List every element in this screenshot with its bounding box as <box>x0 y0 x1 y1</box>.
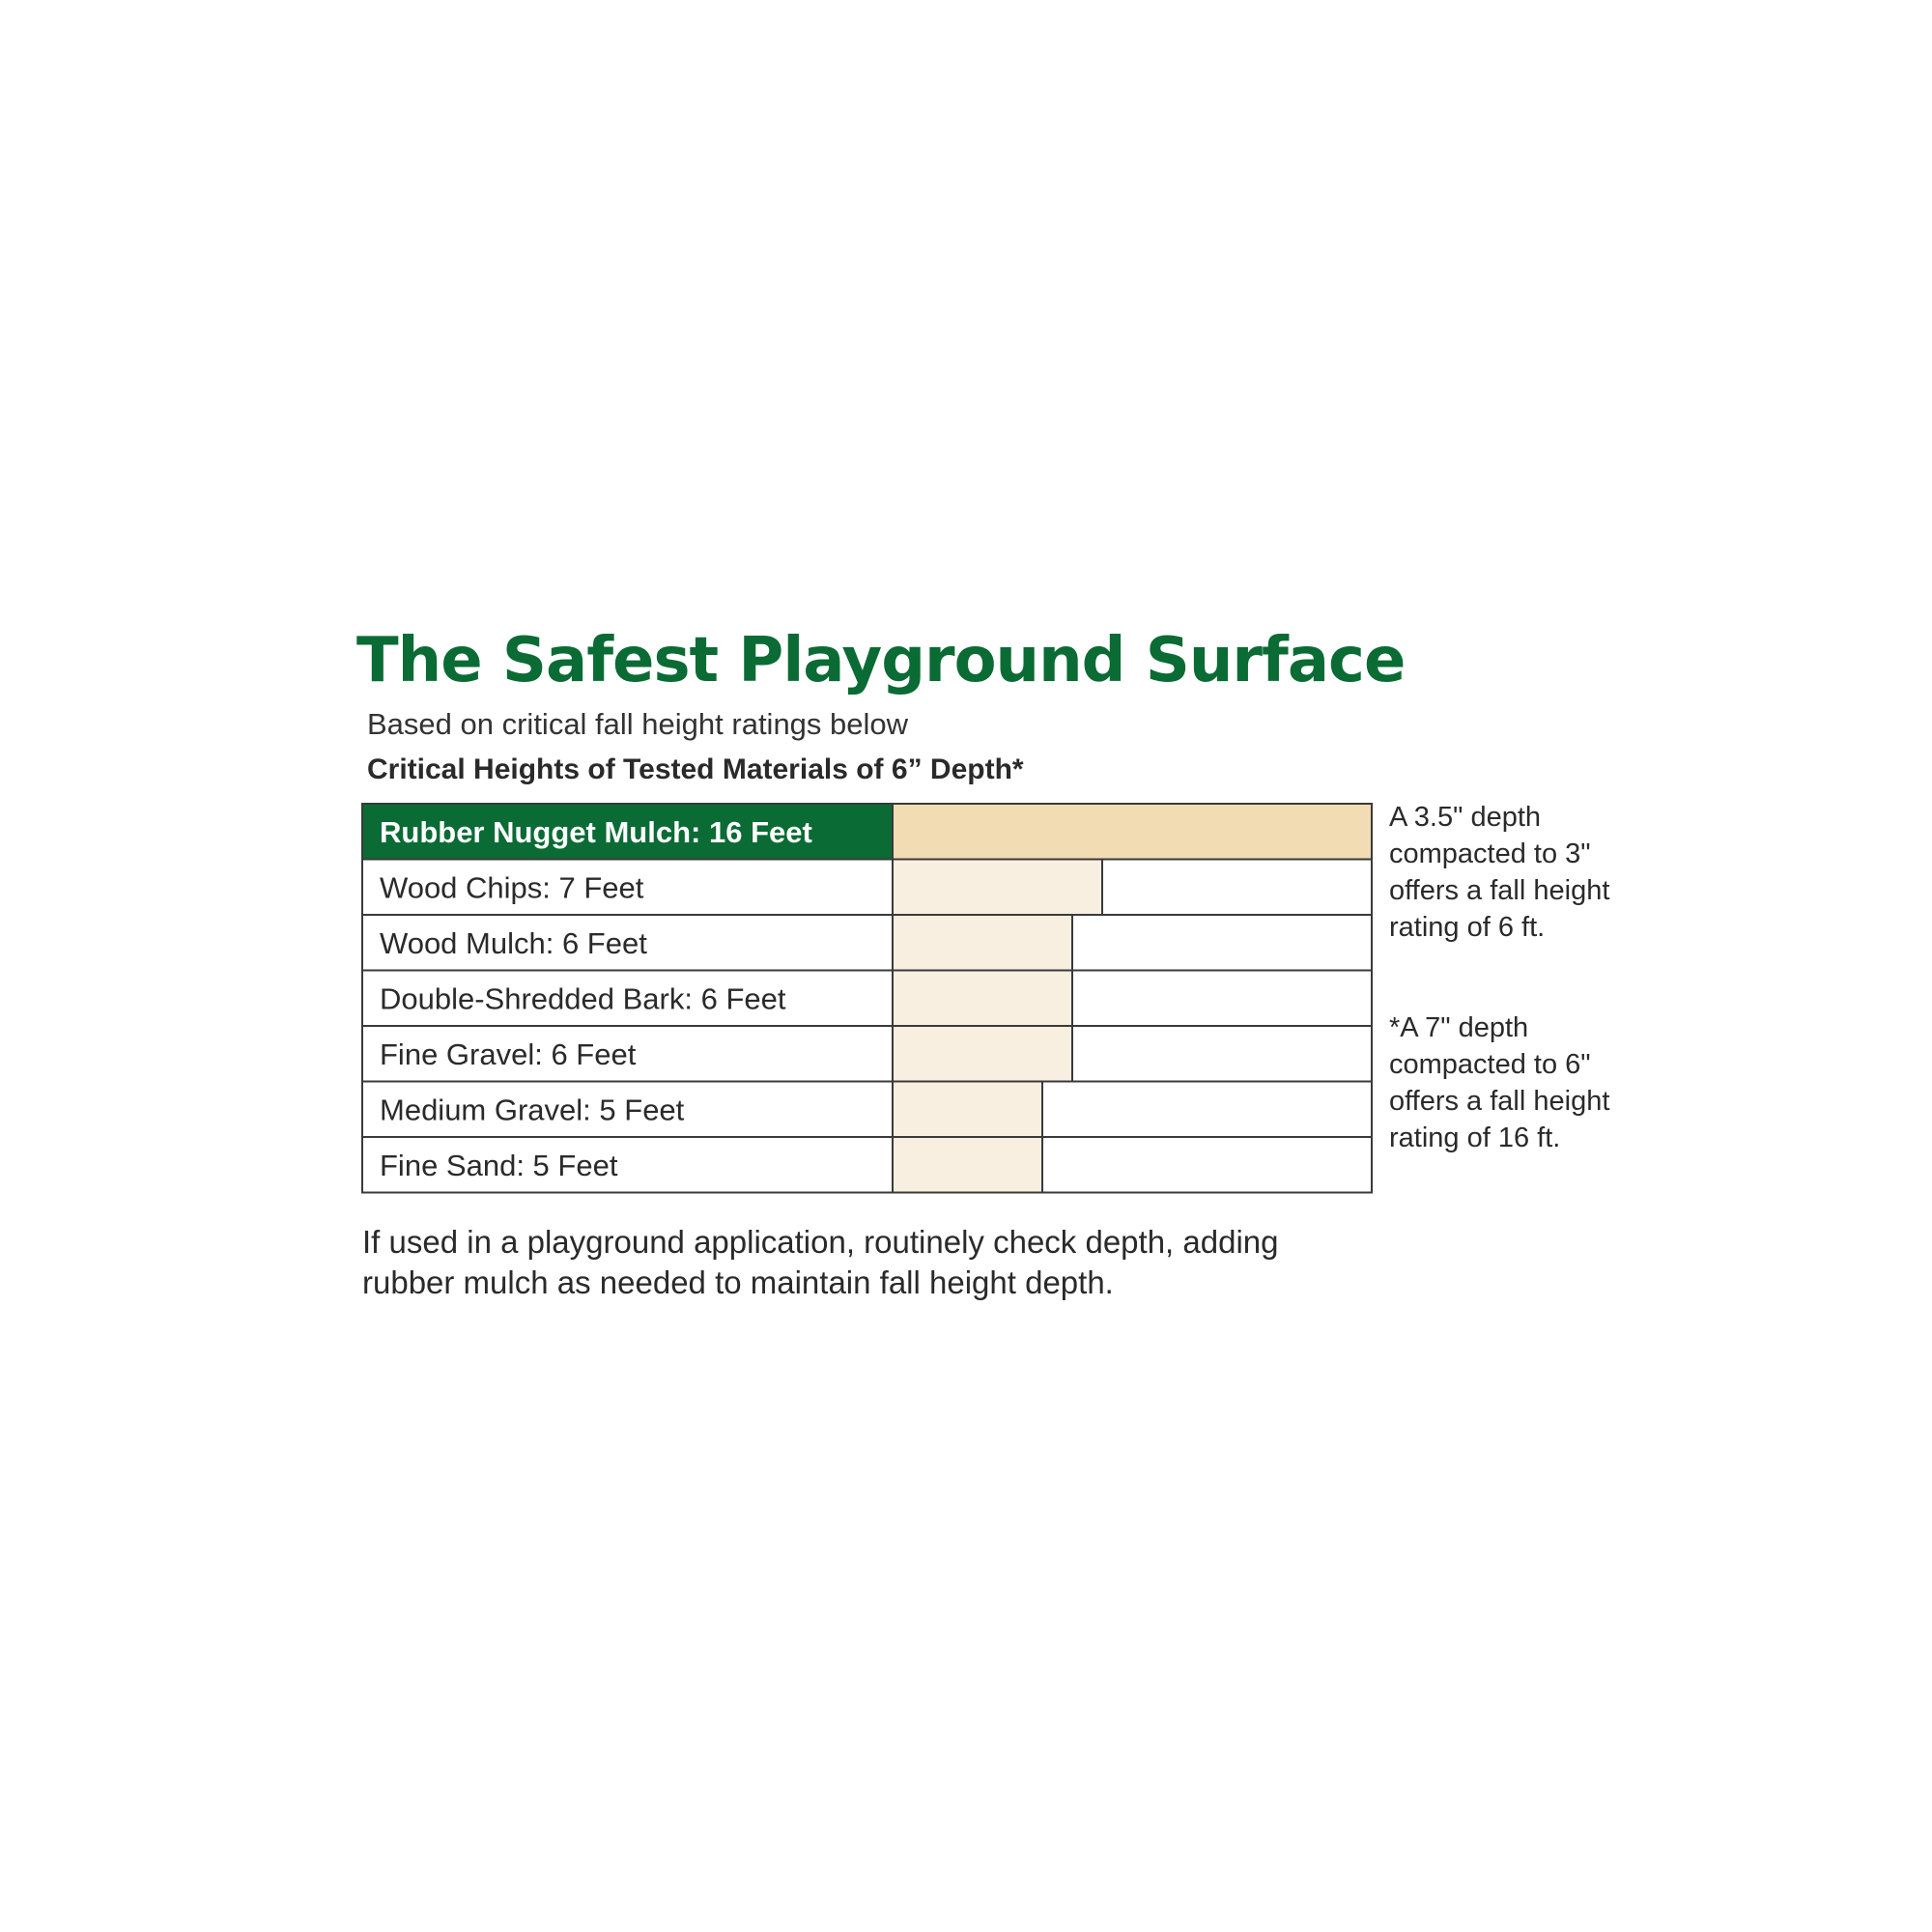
fall-height-chart <box>361 803 1373 1202</box>
row-label-rubber-nugget-mulch: Rubber Nugget Mulch: 16 Feet <box>380 814 812 849</box>
chart-title: Critical Heights of Tested Materials of 6” Depth* <box>367 753 1024 785</box>
row-label-wood-chips: Wood Chips: 7 Feet <box>380 870 644 905</box>
depth-note-1: A 3.5" depth compacted to 3" offers a fall height rating of 6 ft. <box>1389 802 1610 943</box>
bar-wood-mulch <box>893 915 1072 971</box>
bar-fine-gravel <box>893 1026 1072 1082</box>
row-label-fine-gravel: Fine Gravel: 6 Feet <box>380 1037 637 1071</box>
page-title: The Safest Playground Surface <box>356 625 1406 696</box>
page-subtitle: Based on critical fall height ratings below <box>367 707 909 741</box>
bar-medium-gravel <box>893 1082 1042 1138</box>
depth-note-2: *A 7" depth compacted to 6" offers a fall height rating of 16 ft. <box>1389 1012 1610 1153</box>
maintenance-note: If used in a playground application, routinely check depth, adding rubber mulch as needed to maintain fall height depth. <box>362 1224 1279 1300</box>
row-label-fine-sand: Fine Sand: 5 Feet <box>380 1148 618 1182</box>
row-label-double-shredded-bark: Double-Shredded Bark: 6 Feet <box>380 981 786 1016</box>
bar-rubber-nugget-mulch <box>893 804 1372 860</box>
bar-fine-sand <box>893 1137 1042 1193</box>
fall-height-chart-svg <box>361 803 1373 1197</box>
row-label-medium-gravel: Medium Gravel: 5 Feet <box>380 1093 685 1127</box>
row-label-wood-mulch: Wood Mulch: 6 Feet <box>380 925 647 960</box>
bar-double-shredded-bark <box>893 971 1072 1027</box>
bar-wood-chips <box>893 860 1102 916</box>
